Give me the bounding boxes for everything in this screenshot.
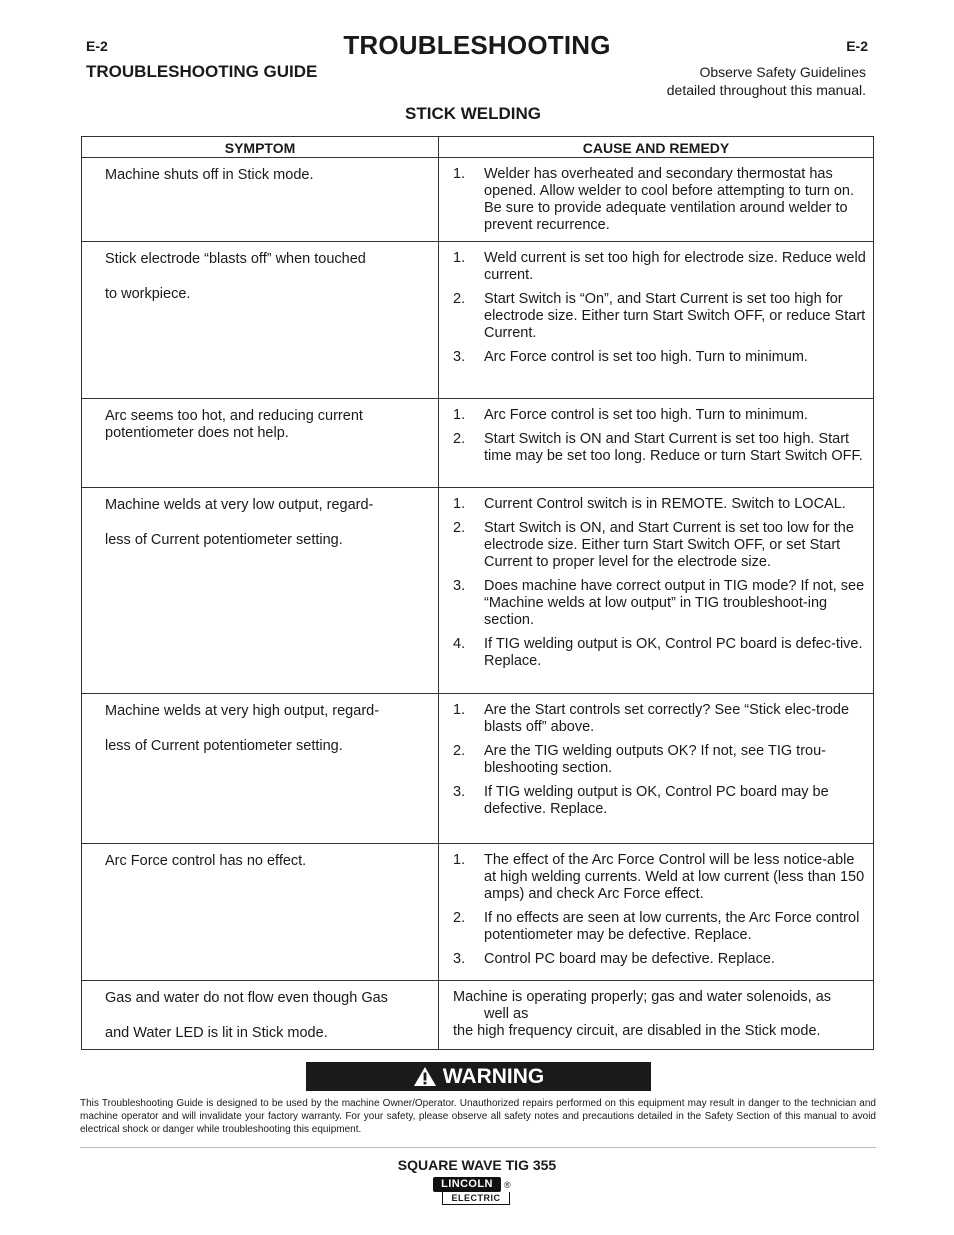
remedy-text: If no effects are seen at low currents, the Arc Force control potentiometer may be defective. Replace. bbox=[484, 910, 860, 943]
remedy-number: 1. bbox=[453, 407, 466, 423]
remedy-plain-line: well as bbox=[484, 1006, 529, 1022]
table-header-row bbox=[82, 137, 874, 158]
remedy-item bbox=[453, 291, 867, 342]
remedy-item bbox=[453, 520, 867, 571]
remedy-number: 3. bbox=[453, 951, 466, 967]
remedy-number: 2. bbox=[453, 910, 466, 926]
symptom-text: Arc seems too hot, and reducing current potentiometer does not help. bbox=[105, 408, 363, 441]
symptom-text: Machine shuts off in Stick mode. bbox=[105, 167, 314, 183]
remedy-number: 2. bbox=[453, 743, 466, 759]
remedy-number: 3. bbox=[453, 578, 466, 594]
warning-banner bbox=[306, 1062, 651, 1091]
remedy-plain-line: the high frequency circuit, are disabled in the Stick mode. bbox=[453, 1023, 821, 1039]
remedy-text: Arc Force control is set too high. Turn to minimum. bbox=[484, 407, 808, 423]
remedy-text: If TIG welding output is OK, Control PC board may be defective. Replace. bbox=[484, 784, 829, 817]
remedy-number: 1. bbox=[453, 496, 466, 512]
symptom-text: less of Current potentiometer setting. bbox=[105, 738, 343, 754]
warning-triangle-icon bbox=[413, 1066, 437, 1087]
symptom-cell bbox=[82, 694, 439, 844]
remedy-item bbox=[453, 910, 867, 944]
page-code-left: E-2 bbox=[86, 38, 108, 54]
remedy-text: Start Switch is ON and Start Current is set too high. Start time may be set too long. Reduce or turn Start Switch OFF. bbox=[484, 431, 863, 464]
guide-title: TROUBLESHOOTING GUIDE bbox=[86, 62, 318, 81]
remedy-header: CAUSE AND REMEDY bbox=[439, 137, 874, 158]
table-row bbox=[82, 242, 874, 399]
symptom-text: less of Current potentiometer setting. bbox=[105, 532, 343, 548]
symptom-text: Arc Force control has no effect. bbox=[105, 853, 307, 869]
remedy-text: Start Switch is ON, and Start Current is set too low for the electrode size. Either turn Start Switch OFF, or set Start Current to proper level for the electrode size. bbox=[484, 520, 854, 570]
remedy-number: 2. bbox=[453, 520, 466, 536]
remedy-number: 1. bbox=[453, 166, 466, 182]
symptom-text: to workpiece. bbox=[105, 286, 191, 302]
table-row bbox=[82, 981, 874, 1050]
safety-note bbox=[667, 64, 866, 99]
remedy-list bbox=[453, 496, 867, 670]
remedy-list bbox=[453, 166, 867, 234]
symptom-cell bbox=[82, 844, 439, 981]
symptom-text: Machine welds at very high output, regard- bbox=[105, 703, 380, 719]
symptom-cell bbox=[82, 488, 439, 694]
symptom-text: and Water LED is lit in Stick mode. bbox=[105, 1025, 328, 1041]
footer-divider bbox=[80, 1147, 876, 1148]
remedy-number: 1. bbox=[453, 702, 466, 718]
remedy-number: 4. bbox=[453, 636, 466, 652]
remedy-cell bbox=[439, 242, 874, 399]
troubleshooting-table bbox=[81, 136, 874, 1050]
symptom-cell bbox=[82, 242, 439, 399]
remedy-item bbox=[453, 250, 867, 284]
remedy-list bbox=[453, 852, 867, 968]
remedy-number: 2. bbox=[453, 291, 466, 307]
symptom-text: Machine welds at very low output, regard- bbox=[105, 497, 374, 513]
remedy-text: Start Switch is “On”, and Start Current is set too high for electrode size. Either turn Start Switch OFF, or reduce Start Current. bbox=[484, 291, 866, 341]
remedy-text: Weld current is set too high for electrode size. Reduce weld current. bbox=[484, 250, 866, 283]
remedy-text: Does machine have correct output in TIG mode? If not, see “Machine welds at low output” in TIG troubleshoot-ing section. bbox=[484, 578, 865, 628]
remedy-text: Welder has overheated and secondary thermostat has opened. Allow welder to cool before attempting to turn on. Be sure to provide adequate ventilation around welder to prevent recurrence. bbox=[484, 166, 854, 233]
remedy-list bbox=[453, 407, 867, 465]
remedy-text: The effect of the Arc Force Control will be less notice-able at high welding currents. Weld at low current (less than 150 amps) and check Arc Force effect. bbox=[484, 852, 865, 902]
warning-label: WARNING bbox=[442, 1064, 545, 1088]
table-row bbox=[82, 158, 874, 242]
remedy-number: 2. bbox=[453, 431, 466, 447]
remedy-text: Control PC board may be defective. Replace. bbox=[484, 951, 775, 967]
safety-note-line-2: detailed throughout this manual. bbox=[666, 81, 866, 98]
remedy-text: Are the Start controls set correctly? See “Stick elec-trode blasts off” above. bbox=[484, 702, 850, 735]
safety-note-line-1: Observe Safety Guidelines bbox=[699, 64, 866, 80]
remedy-plain-line: Machine is operating properly; gas and water solenoids, as bbox=[453, 989, 832, 1005]
remedy-item bbox=[453, 951, 867, 968]
remedy-text: Are the TIG welding outputs OK? If not, see TIG trou-bleshooting section. bbox=[484, 743, 826, 776]
model-name: SQUARE WAVE TIG 355 bbox=[397, 1157, 557, 1173]
logo-bottom-text: ELECTRIC bbox=[442, 1192, 510, 1205]
remedy-number: 3. bbox=[453, 784, 466, 800]
logo-registered-mark: ® bbox=[504, 1180, 511, 1190]
section-title: STICK WELDING bbox=[405, 104, 541, 123]
remedy-item bbox=[453, 578, 867, 629]
remedy-number: 1. bbox=[453, 250, 466, 266]
remedy-text: If TIG welding output is OK, Control PC board is defec-tive. Replace. bbox=[484, 636, 863, 669]
remedy-item bbox=[453, 702, 867, 736]
remedy-item bbox=[453, 166, 867, 234]
remedy-list bbox=[453, 250, 867, 366]
remedy-cell bbox=[439, 844, 874, 981]
remedy-item bbox=[453, 349, 867, 366]
symptom-text: Gas and water do not flow even though Gas bbox=[105, 990, 388, 1006]
lincoln-electric-logo bbox=[433, 1177, 511, 1206]
remedy-item bbox=[453, 784, 867, 818]
remedy-cell bbox=[439, 981, 874, 1050]
remedy-text: Arc Force control is set too high. Turn to minimum. bbox=[484, 349, 808, 365]
remedy-item bbox=[453, 852, 867, 903]
remedy-item bbox=[453, 407, 867, 424]
table-body bbox=[82, 158, 874, 1050]
remedy-item bbox=[453, 496, 867, 513]
remedy-plain-text bbox=[453, 989, 867, 1040]
table-row bbox=[82, 844, 874, 981]
remedy-cell bbox=[439, 694, 874, 844]
table-row bbox=[82, 399, 874, 488]
table-row bbox=[82, 694, 874, 844]
symptom-cell bbox=[82, 158, 439, 242]
symptom-text: Stick electrode “blasts off” when touched bbox=[105, 251, 366, 267]
remedy-item bbox=[453, 431, 867, 465]
symptom-cell bbox=[82, 981, 439, 1050]
remedy-item bbox=[453, 743, 867, 777]
remedy-number: 3. bbox=[453, 349, 466, 365]
symptom-cell bbox=[82, 399, 439, 488]
remedy-item bbox=[453, 636, 867, 670]
logo-top-text: LINCOLN bbox=[433, 1177, 501, 1192]
remedy-text: Current Control switch is in REMOTE. Switch to LOCAL. bbox=[484, 496, 846, 512]
remedy-list bbox=[453, 702, 867, 818]
remedy-number: 1. bbox=[453, 852, 466, 868]
remedy-cell bbox=[439, 158, 874, 242]
table-row bbox=[82, 488, 874, 694]
remedy-cell bbox=[439, 399, 874, 488]
page-code-right: E-2 bbox=[846, 38, 868, 54]
symptom-header: SYMPTOM bbox=[82, 137, 439, 158]
remedy-cell bbox=[439, 488, 874, 694]
page-title: TROUBLESHOOTING bbox=[343, 30, 611, 60]
warning-text: This Troubleshooting Guide is designed to be used by the machine Owner/Operator. Unauthorized repairs performed on this equipment may result in danger to the technician and machine operator and will invalidate your factory warranty. For your safety, please observe all safety notes and precautions detailed in the Safety Section of this manual to avoid electrical shock or danger while troubleshooting this equipment. bbox=[80, 1098, 876, 1135]
